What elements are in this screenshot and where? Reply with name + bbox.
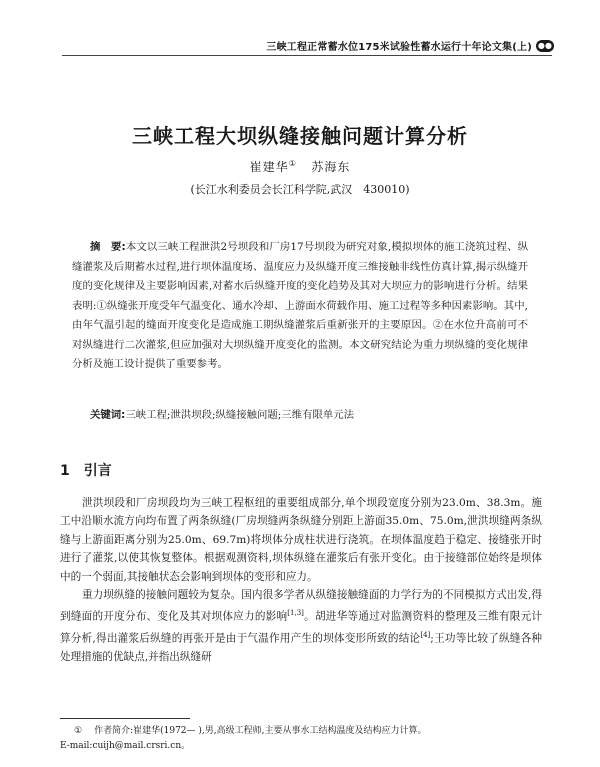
abstract-text: 本文以三峡工程泄洪2号坝段和厂房17号坝段为研究对象,模拟坝体的施工浇筑过程、纵缝灌浆及后期蓄水过程,进行坝体温度场、温度应力及纵缝开度三维接触非线性仿真计算,揭示纵缝开度的变化规律及主要影响因素,对蓄水后纵缝开度的变化趋势及其对大坝应力的影响进行分析。结果表明:①纵缝张开度受年气温变化、通水冷却、上游面水荷载作用、施工过程等多种因素影响。其中,由年气温引起的缝面开度变化是造成施工期纵缝灌浆后重新张开的主要原因。②在水位升高前可不对纵缝进行二次灌浆,但应加强对大坝纵缝开度变化的监测。本文研究结论为重力坝纵缝的变化规律分析及施工设计提供了重要参考。 <box>72 241 528 370</box>
keywords-text: 三峡工程;泄洪坝段;纵缝接触问题;三维有限单元法 <box>125 409 355 421</box>
author-name: 崔建华 <box>249 160 289 174</box>
keywords-label: 关键词: <box>90 409 126 421</box>
citation: [4] <box>420 631 431 640</box>
footnote <box>60 724 542 754</box>
section-number: 1 <box>60 463 70 479</box>
page-number-badge-icon: ●● <box>537 40 553 50</box>
citation: [1,3] <box>287 609 304 618</box>
coauthor-name: 苏海东 <box>311 160 351 174</box>
running-header <box>266 38 554 53</box>
section-title: 引言 <box>83 463 112 479</box>
author-footnote-mark: ① <box>288 159 297 168</box>
paragraph-text: 重力坝纵缝的接触问题较为复杂。国内很多学者从纵缝接触缝面的力学行为的不同模拟方式出发,得到缝面的开度分布、变化及其对坝体应力的影响 <box>60 589 542 623</box>
footnote-email: E-mail:cuijh@mail.crsri.cn。 <box>60 741 191 751</box>
section-heading <box>60 460 112 480</box>
author-line <box>0 158 600 175</box>
footnote-line <box>60 724 542 739</box>
affiliation: (长江水利委员会长江科学院,武汉 430010) <box>190 183 410 196</box>
abstract <box>72 238 528 375</box>
keywords <box>90 406 530 421</box>
section-body <box>60 494 542 667</box>
header-rule <box>62 55 552 56</box>
abstract-label: 摘 要: <box>90 241 126 253</box>
paragraph-text: ;王功等比较了纵缝各种处理措施的优缺点,并指出纵缝研 <box>60 632 542 664</box>
footnote-rule <box>60 718 190 719</box>
footnote-text: 作者简介:崔建华(1972— ),男,高级工程师,主要从事水工结构温度及结构应力计算。 <box>94 726 427 736</box>
footnote-mark: ① <box>74 726 83 736</box>
paper-title: 三峡工程大坝纵缝接触问题计算分析 <box>132 124 468 148</box>
paragraph: 泄洪坝段和厂房坝段均为三峡工程枢纽的重要组成部分,单个坝段宽度分别为23.0m、38.3m。施工中沿顺水流方向均布置了两条纵缝(厂房坝缝两条纵缝分别距上游面35.0m、75.0m,泄洪坝缝两条纵缝与上游面距离分别为25.0m、69.7m)将坝体分成柱状进行浇筑。在坝体温度趋于稳定、接缝张开时进行了灌浆,以使其恢复整体。根据观测资料,坝体纵缝在灌浆后有张开变化。由于接缝部位始终是坝体中的一个弱面,其接触状态会影响到坝体的变形和应力。 <box>60 497 542 583</box>
running-title: 三峡工程正常蓄水位175米试验性蓄水运行十年论文集(上) <box>266 42 532 53</box>
paragraph <box>60 586 542 667</box>
paragraph-text: 。胡进华等通过对监测资料的整理及三维有限元计算分析,得出灌浆后纵缝的再张开是由于气温作用产生的坝体变形所致的结论 <box>60 610 543 645</box>
